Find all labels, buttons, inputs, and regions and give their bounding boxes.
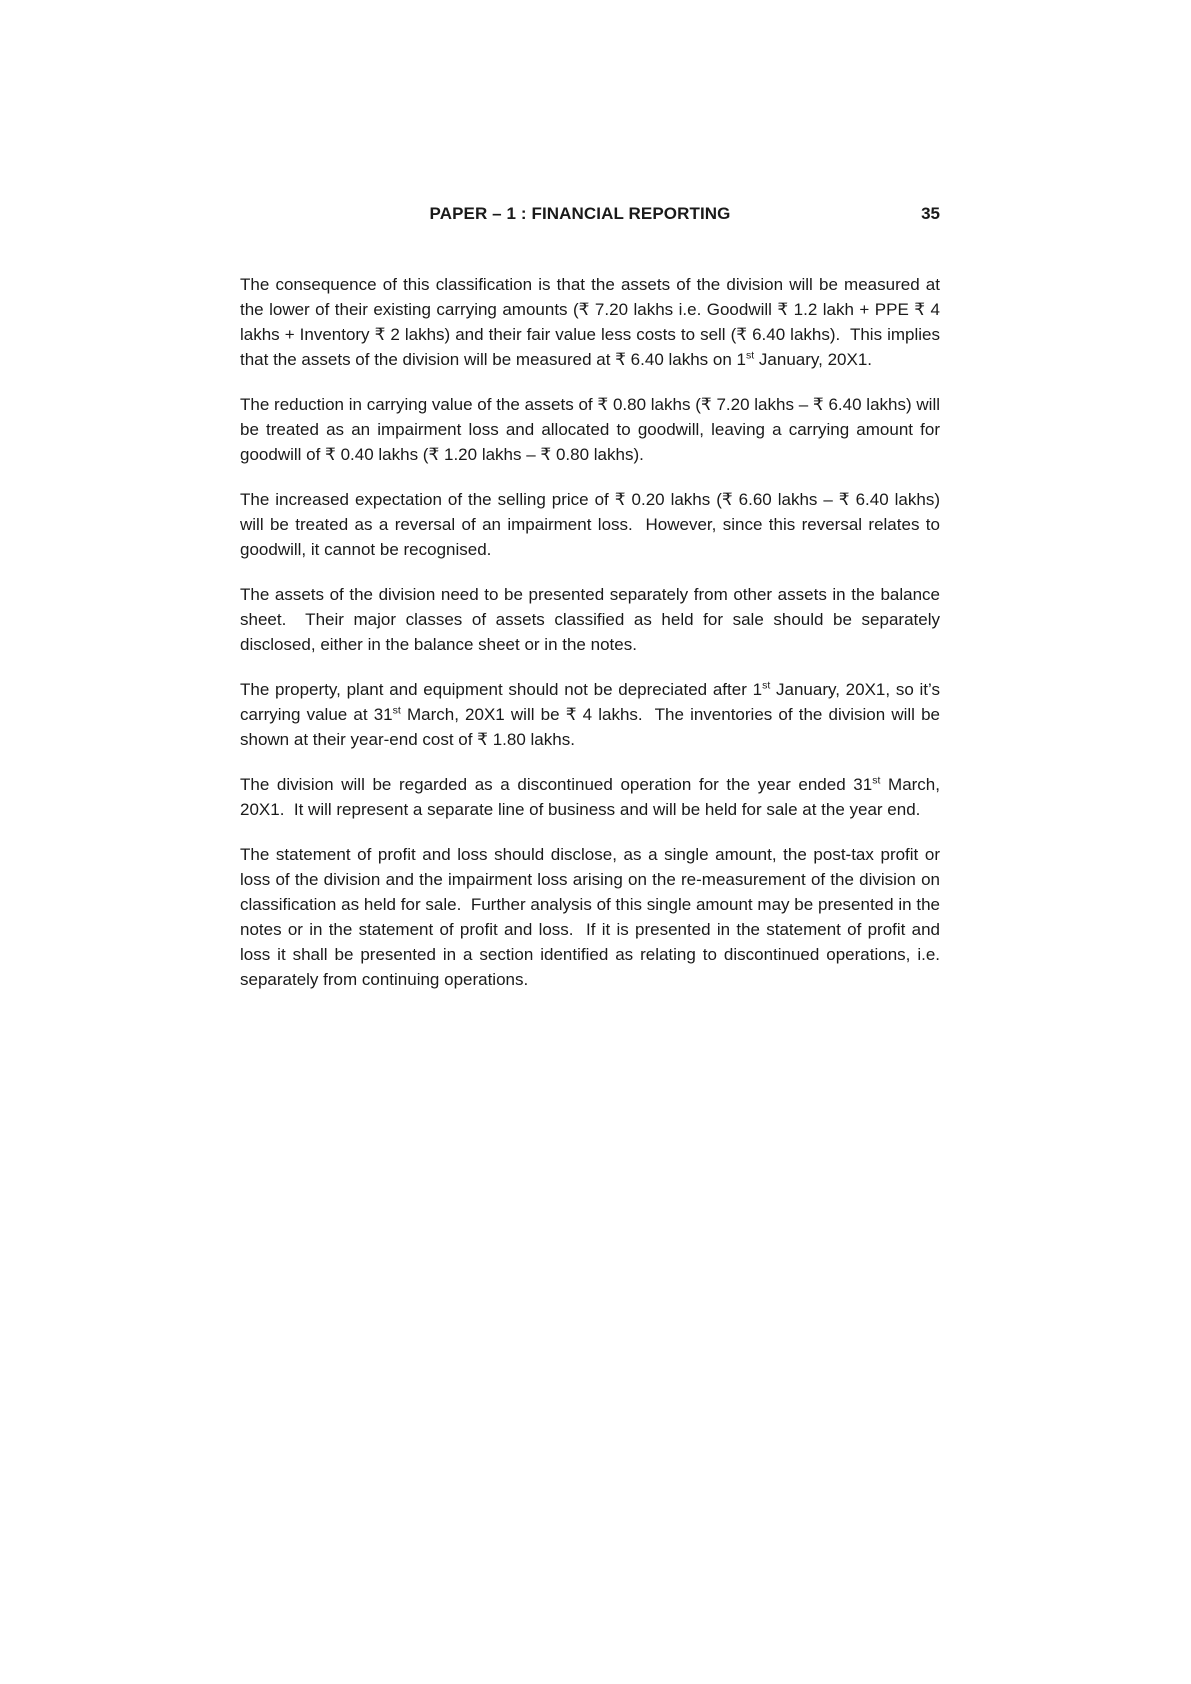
text-segment: January, 20X1, so it’s carrying value at 31 bbox=[240, 680, 941, 724]
paragraph bbox=[240, 487, 940, 562]
text-segment: March, 20X1. It will represent a separate line of business and will be held for sale at the year end. bbox=[240, 775, 940, 819]
paragraph bbox=[240, 582, 940, 657]
paragraph bbox=[240, 677, 940, 752]
page-number: 35 bbox=[921, 204, 940, 223]
paragraph bbox=[240, 272, 940, 372]
text-segment: The reduction in carrying value of the assets of ₹ 0.80 lakhs (₹ 7.20 lakhs – ₹ 6.40 lakhs) will be treated as an impairment loss and allocated to goodwill, leaving a carrying amount for goodwill of ₹ 0.40 lakhs (₹ 1.20 lakhs – ₹ 0.80 lakhs). bbox=[240, 395, 940, 464]
text-segment: The division will be regarded as a discontinued operation for the year ended 31 bbox=[240, 775, 873, 794]
paragraph bbox=[240, 772, 940, 822]
text-segment: January, 20X1. bbox=[754, 350, 873, 369]
document-body bbox=[240, 272, 940, 992]
text-segment: The increased expectation of the selling price of ₹ 0.20 lakhs (₹ 6.60 lakhs – ₹ 6.40 lakhs) will be treated as a reversal of an impairment loss. However, since this reversal relates to goodwill, it cannot be recognised. bbox=[240, 490, 940, 559]
text-segment: March, 20X1 will be ₹ 4 lakhs. The inventories of the division will be shown at their year-end cost of ₹ 1.80 lakhs. bbox=[240, 705, 940, 749]
text-segment: The assets of the division need to be presented separately from other assets in the balance sheet. Their major classes of assets classified as held for sale should be separately disclosed, either in the balance sheet or in the notes. bbox=[240, 585, 940, 654]
text-segment: The property, plant and equipment should not be depreciated after 1 bbox=[240, 680, 763, 699]
superscript: st bbox=[746, 349, 755, 362]
paragraph bbox=[240, 842, 940, 992]
text-segment: The consequence of this classification is that the assets of the division will be measured at the lower of their existing carrying amounts (₹ 7.20 lakhs i.e. Goodwill ₹ 1.2 lakh + PPE ₹ 4 lakhs + Inventory ₹ 2 lakhs) and their fair value less costs to sell (₹ 6.40 lakhs). This implies that the assets of the division will be measured at ₹ 6.40 lakhs on 1 bbox=[240, 275, 940, 369]
superscript: st bbox=[872, 774, 881, 787]
paragraph bbox=[240, 392, 940, 467]
superscript: st bbox=[392, 704, 401, 717]
page-title: PAPER – 1 : FINANCIAL REPORTING bbox=[429, 204, 731, 223]
page-header bbox=[240, 204, 940, 226]
superscript: st bbox=[762, 679, 771, 692]
text-segment: The statement of profit and loss should disclose, as a single amount, the post-tax profit or loss of the division and the impairment loss arising on the re-measurement of the division on classification as held for sale. Further analysis of this single amount may be presented in the notes or in the statement of profit and loss. If it is presented in the statement of profit and loss it shall be presented in a section identified as relating to discontinued operations, i.e. separately from continuing operations. bbox=[240, 845, 940, 989]
